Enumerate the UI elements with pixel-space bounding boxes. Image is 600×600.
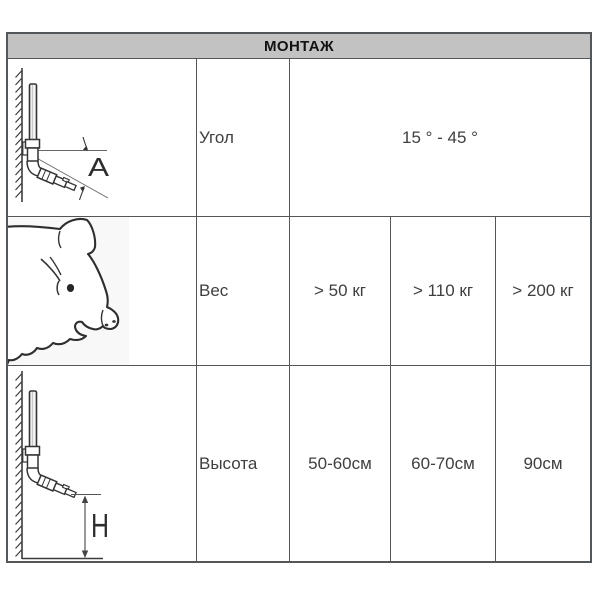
weight-value-1: > 50 кг	[289, 216, 390, 365]
pig-eye	[67, 284, 74, 292]
drinker-height-diagram	[8, 365, 196, 561]
table-title: МОНТАЖ	[8, 34, 590, 59]
height-value-3: 90см	[495, 365, 590, 561]
row-label-angle: Угол	[196, 59, 289, 216]
nipple-icon	[37, 475, 77, 500]
weight-value-3: > 200 кг	[495, 216, 590, 365]
wall-hatching	[16, 71, 22, 198]
angle-letter: A	[88, 152, 110, 182]
angle-value: 15 ° - 45 °	[289, 59, 590, 216]
drinker-angle-icon	[8, 59, 196, 216]
height-value-2: 60-70см	[390, 365, 495, 561]
height-value-1: 50-60см	[289, 365, 390, 561]
wall-hatching	[16, 374, 22, 557]
height-letter: H	[91, 507, 109, 544]
mounting-table	[6, 32, 592, 563]
pig-illustration	[8, 216, 196, 365]
drinker-angle-diagram	[8, 59, 196, 216]
drinker-height-icon	[8, 366, 196, 561]
row-label-weight: Вес	[196, 216, 289, 365]
row-label-height: Высота	[196, 365, 289, 561]
nipple-icon	[37, 168, 77, 193]
weight-value-2: > 110 кг	[390, 216, 495, 365]
pig-head-icon	[8, 217, 196, 365]
